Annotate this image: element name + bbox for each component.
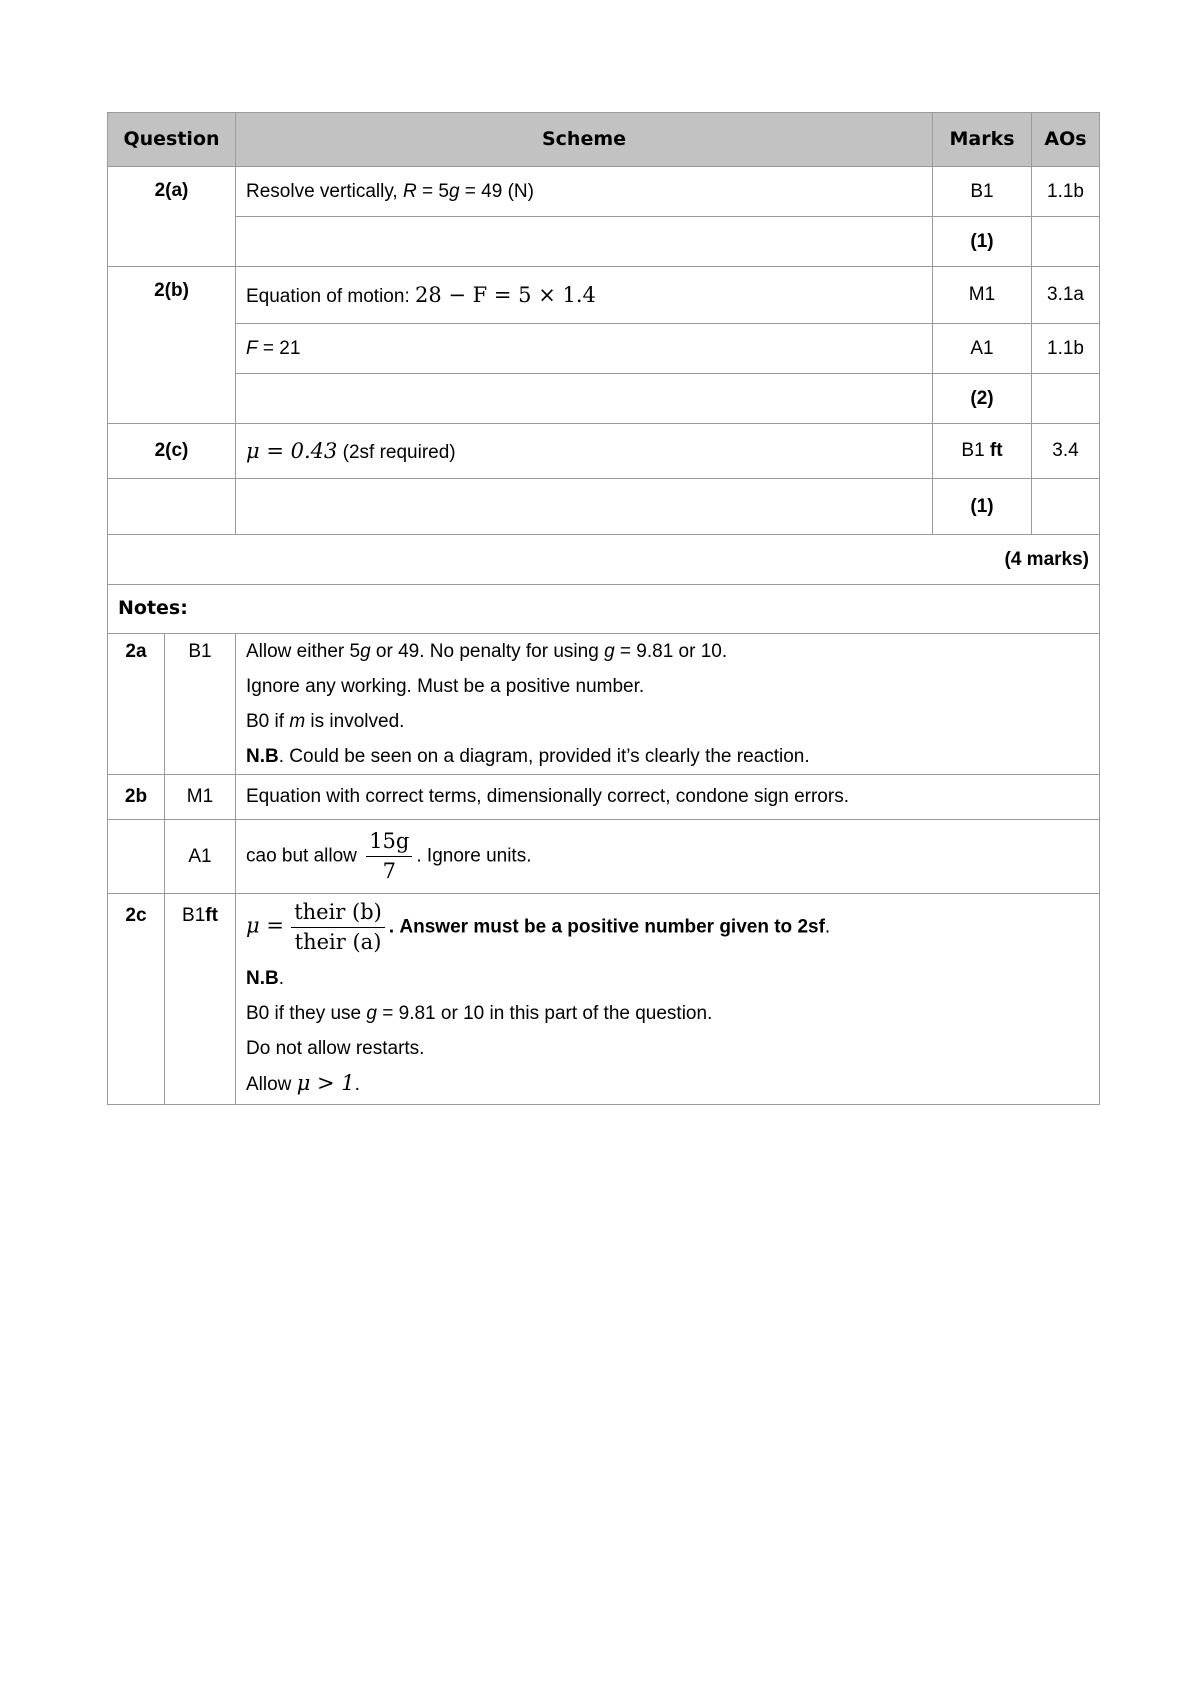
note-2b-a1-mark: A1 (165, 820, 236, 894)
note-2b-m1-row (108, 775, 1100, 820)
part-b-subtotal: (2) (933, 374, 1032, 424)
text: . Could be seen on a diagram, provided it’s clearly the reaction. (278, 746, 810, 767)
aos-header: AOs (1032, 113, 1100, 167)
mark-scheme-table (107, 112, 1100, 1105)
text: cao but allow (246, 845, 357, 867)
text: . (354, 1074, 360, 1096)
text: B0 if they use (246, 1003, 367, 1025)
part-a-subtotal: (1) (933, 217, 1032, 267)
scheme-header: Scheme (236, 113, 933, 167)
note-2b-a1-text (236, 820, 1100, 894)
text: = 9.81 or 10. (614, 641, 728, 662)
part-c-label: 2(c) (108, 424, 236, 479)
part-a-R: R (402, 180, 417, 202)
empty-cell (236, 479, 933, 535)
bold-text: . Answer must be a positive number given to 2sf (388, 916, 825, 938)
part-a-text-mid: = 5 (416, 180, 449, 202)
part-a-row (108, 167, 1100, 217)
text: is involved. (305, 711, 405, 732)
empty-cell (1032, 374, 1100, 424)
note-2b-m1-mark: M1 (165, 775, 236, 820)
part-b-mark2: A1 (933, 324, 1032, 374)
note-2c-b0 (246, 996, 1089, 1031)
part-a-subtotal-row (108, 217, 1100, 267)
part-b-f-value: = 21 (257, 337, 301, 359)
part-b-ao1: 3.1a (1032, 267, 1100, 324)
empty-cell (108, 820, 165, 894)
numerator: their (b) (294, 900, 382, 924)
mark-code: B1 (182, 905, 206, 926)
text: Allow either 5 (246, 641, 361, 662)
part-c-ao: 3.4 (1032, 424, 1100, 479)
mu-greater-than-1: μ > 1 (296, 1071, 355, 1096)
text: B0 if (246, 711, 290, 732)
note-2c-mark (165, 894, 236, 1105)
note-2a-part: 2a (108, 634, 165, 775)
note-2a-line3 (246, 704, 1089, 739)
empty-cell (236, 217, 933, 267)
header-row (108, 113, 1100, 167)
note-2c-formula (246, 900, 1089, 955)
part-b-equation (236, 267, 933, 324)
part-a-g: g (448, 180, 460, 202)
empty-cell (1032, 479, 1100, 535)
part-a-label: 2(a) (108, 167, 236, 267)
part-c-mark (933, 424, 1032, 479)
g-var: g (366, 1003, 377, 1025)
note-2c-allow (246, 1066, 1089, 1102)
note-2c-nb (246, 961, 1089, 996)
question-header: Question (108, 113, 236, 167)
part-a-mark: B1 (933, 167, 1032, 217)
text: Allow (246, 1074, 292, 1096)
part-b-F: F (246, 337, 258, 359)
total-marks: (4 marks) (108, 535, 1100, 585)
notes-row (108, 585, 1100, 634)
text: . Ignore units. (416, 845, 532, 867)
part-c-mu: μ = 0.43 (246, 438, 338, 463)
part-a-ao: 1.1b (1032, 167, 1100, 217)
part-b-row (108, 267, 1100, 324)
marks-header: Marks (933, 113, 1032, 167)
note-2a-line4 (246, 739, 1089, 774)
part-c-row (108, 424, 1100, 479)
g-var: g (360, 641, 371, 662)
part-c-mark-ft: ft (984, 440, 1003, 462)
denominator: 7 (382, 859, 396, 883)
part-b-eq-label: Equation of motion: (246, 285, 410, 307)
note-2b-a1-row (108, 820, 1100, 894)
nb-label: N.B (246, 746, 279, 767)
part-c-subtotal-row (108, 479, 1100, 535)
part-a-scheme (236, 167, 933, 217)
text: = 9.81 or 10 in this part of the question. (376, 1003, 713, 1025)
part-b-ao2: 1.1b (1032, 324, 1100, 374)
note-2c-restart: Do not allow restarts. (246, 1038, 425, 1060)
part-b-eq-math: 28 − F = 5 × 1.4 (415, 282, 596, 307)
empty-cell (236, 374, 933, 424)
note-2a-line1 (246, 634, 1089, 669)
part-b-subtotal-row (108, 374, 1100, 424)
note-2a-line2: Ignore any working. Must be a positive number. (246, 676, 645, 697)
mark-scheme (107, 112, 1099, 1105)
part-c-mark-code: B1 (961, 440, 985, 462)
part-b-label: 2(b) (108, 267, 236, 424)
part-c-note: (2sf required) (337, 441, 456, 463)
part-a-text-end: = 49 (N) (459, 180, 534, 202)
part-b-f (236, 324, 933, 374)
empty-cell (1032, 217, 1100, 267)
nb-label: N.B (246, 968, 279, 990)
g-var: g (604, 641, 615, 662)
text: . (278, 968, 285, 990)
part-a-text: Resolve vertically, (246, 180, 403, 202)
text: or 49. No penalty for using (370, 641, 605, 662)
note-2a-mark: B1 (165, 634, 236, 775)
note-2a-text (236, 634, 1100, 775)
part-c-subtotal: (1) (933, 479, 1032, 535)
note-2c-part: 2c (108, 894, 165, 1105)
total-row (108, 535, 1100, 585)
part-c-scheme (236, 424, 933, 479)
note-2c-row (108, 894, 1100, 1105)
notes-label: Notes: (108, 585, 1100, 634)
note-2c-text (236, 894, 1100, 1105)
part-b-mark1: M1 (933, 267, 1032, 324)
fraction-their-b-over-their-a (291, 900, 385, 955)
m-var: m (289, 711, 306, 732)
note-2b-m1-text: Equation with correct terms, dimensionally correct, condone sign errors. (236, 775, 1100, 820)
note-2b-part: 2b (108, 775, 165, 820)
note-2a-row (108, 634, 1100, 775)
part-b-row2 (108, 324, 1100, 374)
denominator: their (a) (294, 930, 382, 955)
text: . (824, 916, 831, 938)
fraction-15g-over-7 (366, 829, 412, 884)
mu-equals: μ = (246, 913, 284, 938)
empty-cell (108, 479, 236, 535)
numerator: 15g (369, 828, 410, 853)
mark-ft: ft (205, 905, 218, 926)
